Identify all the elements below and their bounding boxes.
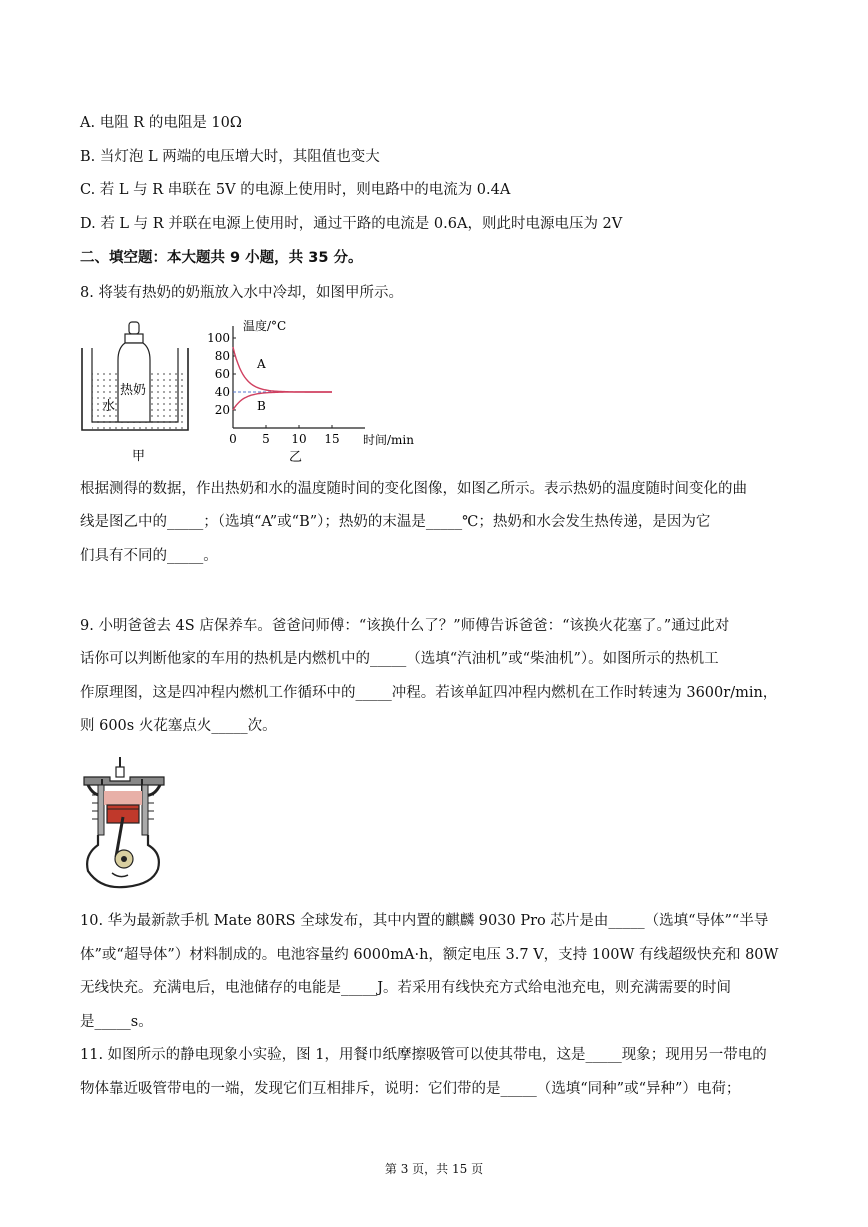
q8-line-1: 根据测得的数据，作出热奶和水的温度随时间的变化图像，如图乙所示。表示热奶的温度随时间变化的曲 [80, 481, 747, 497]
option-c: C. 若 L 与 R 串联在 5V 的电源上使用时，则电路中的电流为 0.4A [80, 182, 511, 198]
q10-line-1: 10. 华为最新款手机 Mate 80RS 全球发布，其中内置的麒麟 9030 Pro 芯片是由_____（选填“导体”“半导 [80, 913, 769, 929]
x-axis-label: 时间/min [363, 433, 414, 447]
combustion-chamber [104, 791, 142, 805]
y-axis-label: 温度/°C [243, 319, 287, 333]
y-tick-label: 40 [214, 385, 230, 399]
option-d: D. 若 L 与 R 并联在电源上使用时，通过干路的电流是 0.6A，则此时电源电压为 2V [80, 216, 623, 232]
x-tick-label: 10 [291, 432, 307, 446]
caption-yi: 乙 [289, 450, 303, 465]
q9-line-3: 作原理图，这是四冲程内燃机工作循环中的_____冲程。若该单缸四冲程内燃机在工作时转速为 3600r/min， [80, 685, 778, 701]
option-b: B. 当灯泡 L 两端的电压增大时，其阻值也变大 [80, 149, 380, 165]
x-tick-label: 0 [229, 432, 237, 446]
curve-b-label: B [257, 399, 266, 413]
q8-line-2: 线是图乙中的_____；（选填“A”或“B”）；热奶的末温是_____℃；热奶和水会发生热传递，是因为它 [80, 514, 711, 530]
q10-line-2: 体”或“超导体”）材料制成的。电池容量约 6000mA·h，额定电压 3.7 V，支持 100W 有线超级快充和 80W [80, 947, 779, 963]
engine-figure [80, 755, 170, 890]
q11-line-2: 物体靠近吸管带电的一端，发现它们互相排斥，说明：它们带的是_____（选填“同种”或“异种”）电荷； [80, 1081, 741, 1097]
q9-line-2: 话你可以判断他家的车用的热机是内燃机中的_____（选填“汽油机”或“柴油机”）。如图所示的热机工 [80, 651, 719, 667]
milk-bottle [118, 322, 150, 422]
option-a: A. 电阻 R 的电阻是 10Ω [80, 115, 242, 131]
q8-line-3: 们具有不同的_____。 [80, 548, 218, 564]
milk-label: 热奶 [120, 383, 147, 398]
section-title: 二、填空题：本大题共 9 小题，共 35 分。 [80, 250, 363, 266]
q9-line-1: 9. 小明爸爸去 4S 店保养车。爸爸问师傅：“该换什么了？”师傅告诉爸爸：“该换火花塞了。”通过此对 [80, 618, 730, 634]
q11-line-1: 11. 如图所示的静电现象小实验，图 1，用餐巾纸摩擦吸管可以使其带电，这是_____现象；现用另一带电的 [80, 1047, 767, 1063]
caption-jia: 甲 [132, 449, 146, 464]
curve-a-label: A [257, 357, 266, 371]
figure-yi-chart [205, 318, 435, 468]
y-tick-label: 80 [214, 349, 230, 363]
page-footer: 第 3 页，共 15 页 [384, 1162, 484, 1176]
cylinder-wall-left [98, 785, 104, 835]
q10-line-3: 无线快充。充满电后，电池储存的电能是_____J。若采用有线快充方式给电池充电，则充满需要的时间 [80, 980, 732, 996]
q10-line-4: 是_____s。 [80, 1014, 153, 1030]
cylinder-wall-right [142, 785, 148, 835]
q9-line-4: 则 600s 火花塞点火_____次。 [80, 718, 277, 734]
x-tick-label: 15 [324, 432, 340, 446]
q8-stem: 8. 将装有热奶的奶瓶放入水中冷却，如图甲所示。 [80, 285, 403, 301]
curve-b [233, 392, 332, 410]
y-tick-label: 60 [214, 367, 230, 381]
y-tick-label: 100 [207, 331, 230, 345]
x-tick-label: 5 [262, 432, 270, 446]
figure-jia [78, 318, 198, 468]
y-tick-label: 20 [214, 403, 230, 417]
curve-a [233, 347, 332, 392]
water-label: 水 [102, 399, 116, 414]
